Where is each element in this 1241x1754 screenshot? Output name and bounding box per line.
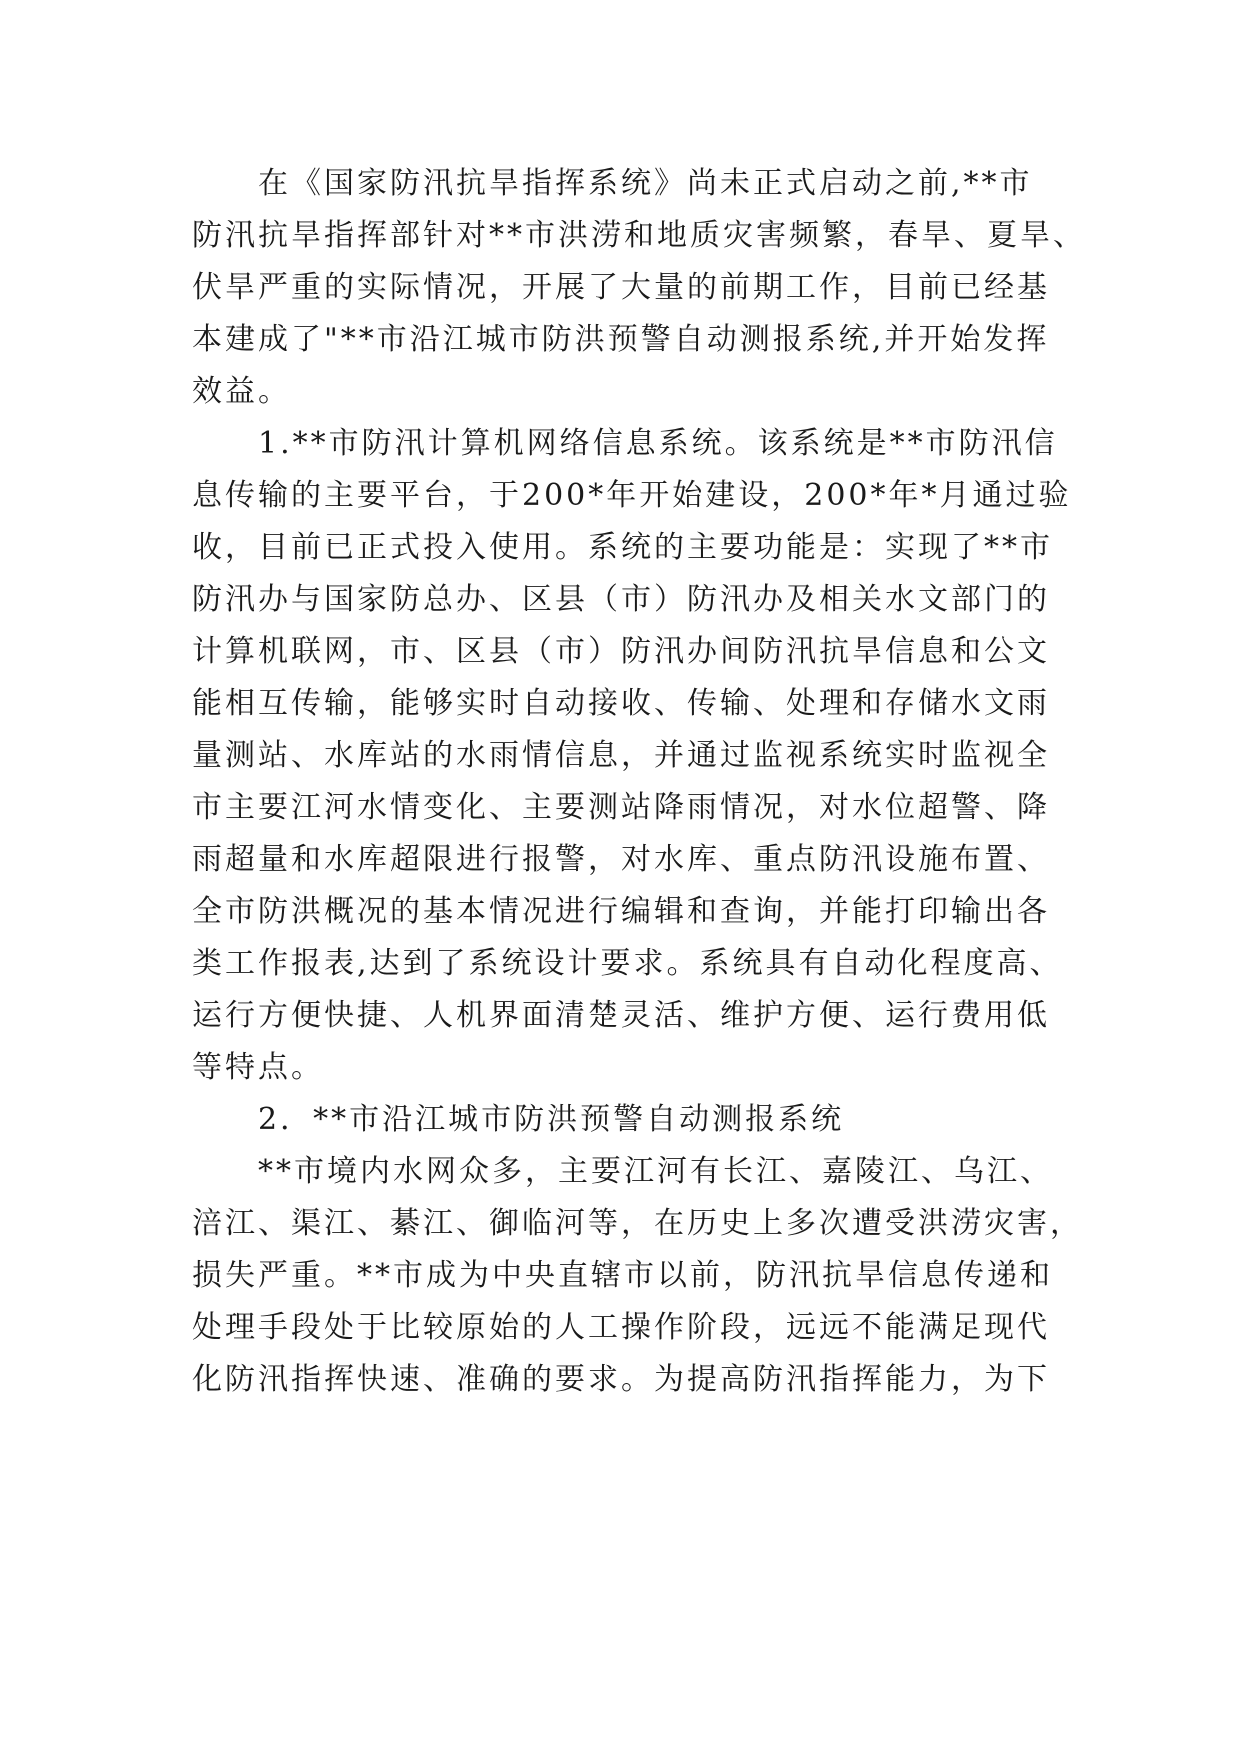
text-line: 计算机联网，市、区县（市）防汛办间防汛抗旱信息和公文 (192, 634, 1050, 669)
text-line: 类工作报表,达到了系统设计要求。系统具有自动化程度高、 (192, 946, 1063, 981)
text-line: 雨超量和水库超限进行报警，对水库、重点防汛设施布置、 (192, 842, 1050, 877)
text-line: 能相互传输，能够实时自动接收、传输、处理和存储水文雨 (192, 686, 1050, 721)
text-line: **市境内水网众多，主要江河有长江、嘉陵江、乌江、 (258, 1154, 1053, 1189)
text-line: 息传输的主要平台，于200*年开始建设，200*年*月通过验 (192, 478, 1072, 513)
text-line: 收，目前已正式投入使用。系统的主要功能是：实现了**市 (192, 530, 1053, 565)
text-line: 市主要江河水情变化、主要测站降雨情况，对水位超警、降 (192, 790, 1050, 825)
text-line: 在《国家防汛抗旱指挥系统》尚未正式启动之前,**市 (258, 166, 1033, 201)
text-line: 防汛抗旱指挥部针对**市洪涝和地质灾害频繁，春旱、夏旱、 (192, 218, 1086, 253)
text-line: 等特点。 (192, 1050, 324, 1085)
document-body (192, 158, 1086, 1406)
text-line: 涪江、渠江、綦江、御临河等，在历史上多次遭受洪涝灾害， (192, 1206, 1083, 1241)
text-line: 效益。 (192, 374, 291, 409)
text-line: 伏旱严重的实际情况，开展了大量的前期工作，目前已经基 (192, 270, 1050, 305)
text-line: 化防汛指挥快速、准确的要求。为提高防汛指挥能力，为下 (192, 1362, 1050, 1397)
text-line: 量测站、水库站的水雨情信息，并通过监视系统实时监视全 (192, 738, 1050, 773)
text-line: 全市防洪概况的基本情况进行编辑和查询，并能打印输出各 (192, 894, 1050, 929)
text-line: 本建成了"**市沿江城市防洪预警自动测报系统,并开始发挥 (192, 322, 1050, 357)
text-line: 防汛办与国家防总办、区县（市）防汛办及相关水文部门的 (192, 582, 1050, 617)
text-line: 1.**市防汛计算机网络信息系统。该系统是**市防汛信 (258, 426, 1058, 461)
text-line: 2．**市沿江城市防洪预警自动测报系统 (258, 1102, 845, 1137)
text-line: 运行方便快捷、人机界面清楚灵活、维护方便、运行费用低 (192, 998, 1050, 1033)
text-line: 损失严重。**市成为中央直辖市以前，防汛抗旱信息传递和 (192, 1258, 1053, 1293)
text-line: 处理手段处于比较原始的人工操作阶段，远远不能满足现代 (192, 1310, 1050, 1345)
